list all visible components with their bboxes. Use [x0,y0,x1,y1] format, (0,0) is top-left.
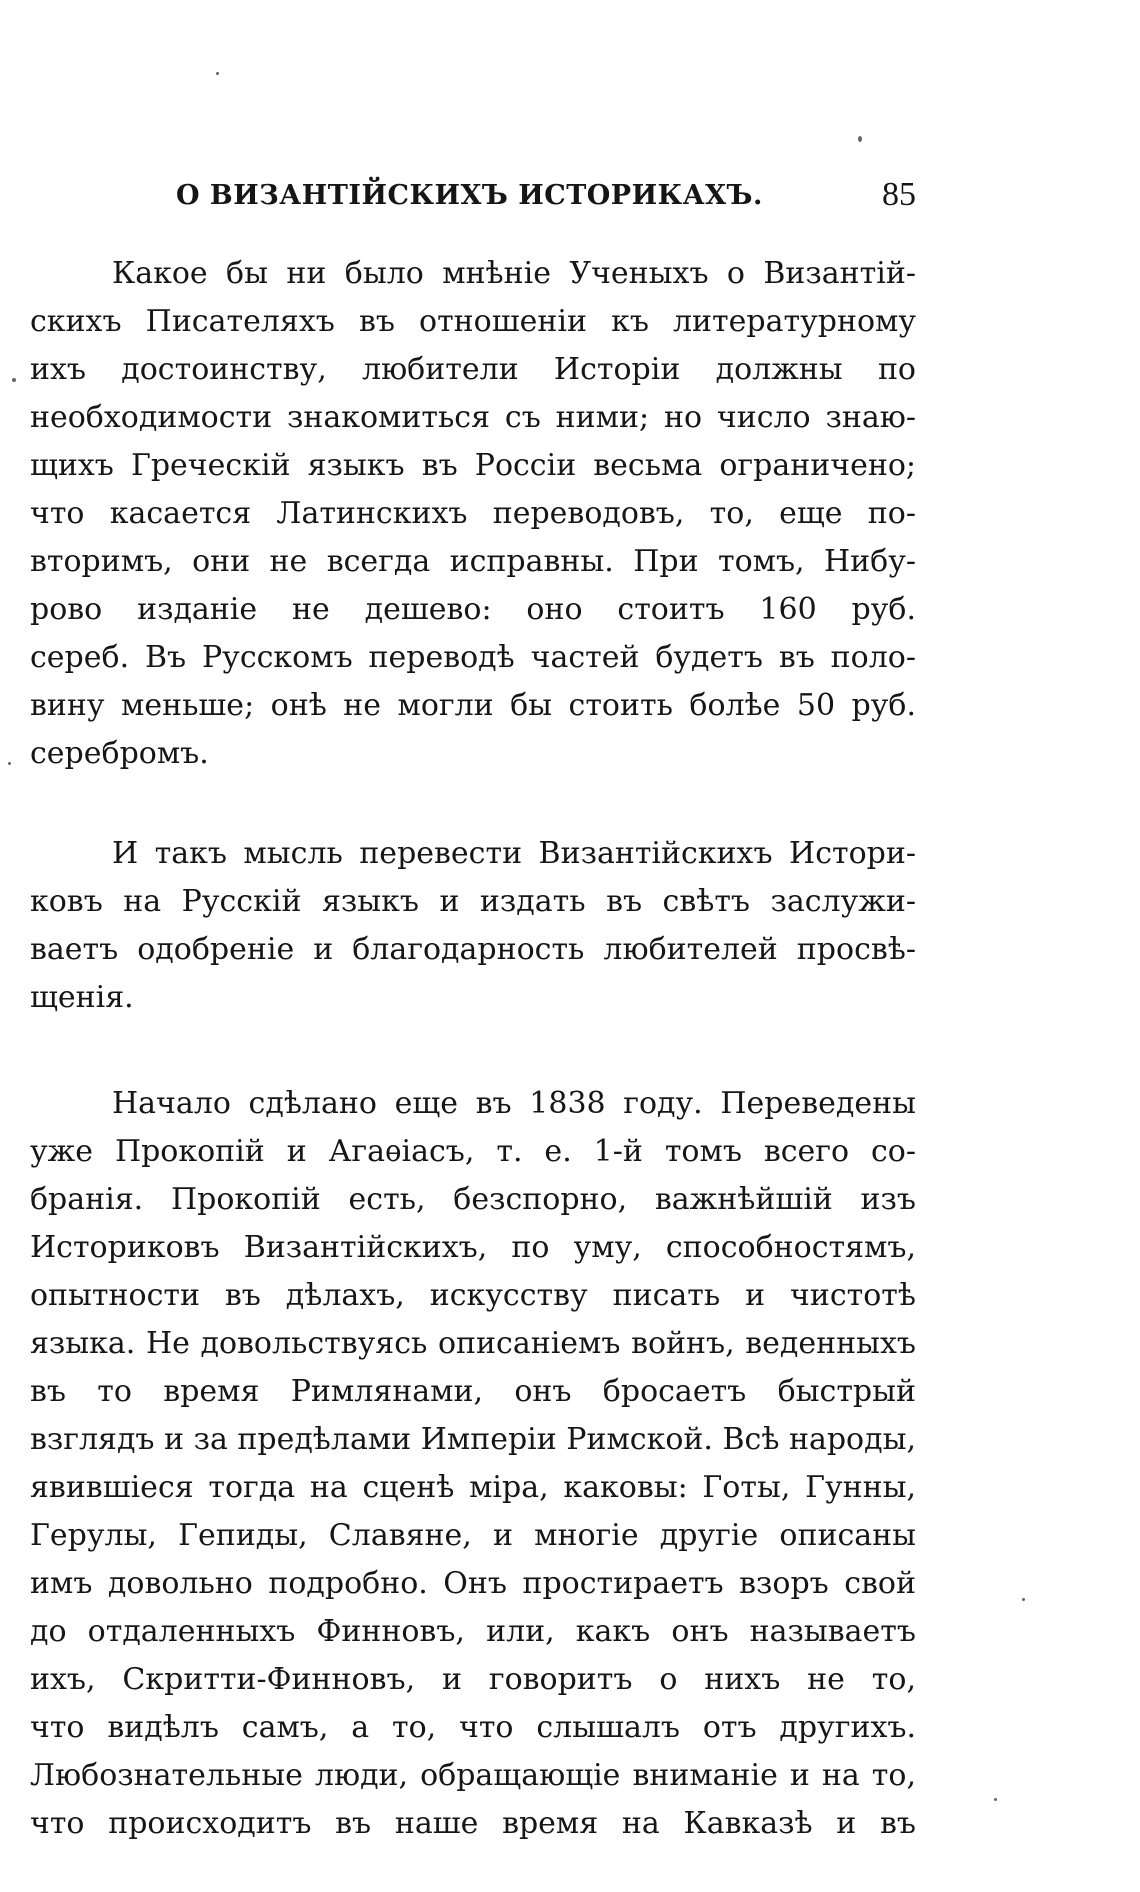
text-line: Герулы, Гепиды, Славяне, и многіе другіе описаны [30,1518,916,1553]
text-line: что видѣлъ самъ, а то, что слышалъ отъ другихъ. [30,1710,916,1745]
running-title: О ВИЗАНТІЙСКИХЪ ИСТОРИКАХЪ. [176,180,763,211]
print-speck [216,72,219,75]
paragraph [30,1080,916,1848]
text-line: щенія. [30,980,134,1015]
text-line: что происходитъ въ наше время на Кавказѣ и въ [30,1806,916,1841]
text-line: скихъ Писателяхъ въ отношеніи къ литературному [30,304,916,339]
text-line: необходимости знакомиться съ ними; но число знаю- [30,400,916,435]
text-line: И такъ мысль перевести Византійскихъ Истори- [112,836,916,871]
text-line: ихъ, Скритти-Финновъ, и говоритъ о нихъ не то, [30,1662,916,1697]
text-line: что касается Латинскихъ переводовъ, то, еще по- [30,496,916,531]
text-line: въ то время Римлянами, онъ бросаетъ быстрый [30,1374,916,1409]
text-line: уже Прокопій и Агаѳіасъ, т. е. 1-й томъ всего со- [30,1134,916,1169]
text-line: ваетъ одобреніе и благодарность любителей просвѣ- [30,932,916,967]
paragraph [30,250,916,778]
text-line: имъ довольно подробно. Онъ простираетъ взоръ свой [30,1566,916,1601]
text-line: Начало сдѣлано еще въ 1838 году. Переведены [112,1086,916,1121]
paragraph [30,830,916,1022]
page-header [176,176,916,230]
text-line: Историковъ Византійскихъ, по уму, способностямъ, [30,1230,916,1265]
text-line: сереб. Въ Русскомъ переводѣ частей будетъ въ поло- [30,640,916,675]
text-line: явившіеся тогда на сценѣ міра, каковы: Готы, Гунны, [30,1470,916,1505]
text-line: вторимъ, они не всегда исправны. При томъ, Нибу- [30,544,916,579]
print-speck [858,136,862,142]
text-line: щихъ Греческій языкъ въ Россіи весьма ограничено; [30,448,916,483]
page-number: 85 [882,176,916,213]
body-text [30,250,916,1848]
text-line: опытности въ дѣлахъ, искусству писать и чистотѣ [30,1278,916,1313]
text-line: Любознательные люди, обращающіе вниманіе и на то, [30,1758,916,1793]
text-line: Какое бы ни было мнѣніе Ученыхъ о Византій- [112,256,916,291]
paragraph-gap [30,1022,916,1080]
text-line: взглядъ и за предѣлами Имперіи Римской. Всѣ народы, [30,1422,916,1457]
paragraph-gap [30,778,916,830]
text-line: языка. Не довольствуясь описаніемъ войнъ, веденныхъ [30,1326,916,1361]
text-line: ковъ на Русскій языкъ и издать въ свѣтъ заслужи- [30,884,916,919]
text-line: до отдаленныхъ Финновъ, или, какъ онъ называетъ [30,1614,916,1649]
print-speck [1022,1598,1025,1601]
print-speck [8,762,11,765]
text-line: бранія. Прокопій есть, безспорно, важнѣйшій изъ [30,1182,916,1217]
text-line: вину меньше; онѣ не могли бы стоить болѣе 50 руб. [30,688,916,723]
text-line: серебромъ. [30,736,209,771]
text-line: рово изданіе не дешево: оно стоитъ 160 руб. [30,592,916,627]
text-line: ихъ достоинству, любители Исторіи должны по [30,352,916,387]
print-speck [12,378,16,382]
print-speck [994,1798,997,1801]
